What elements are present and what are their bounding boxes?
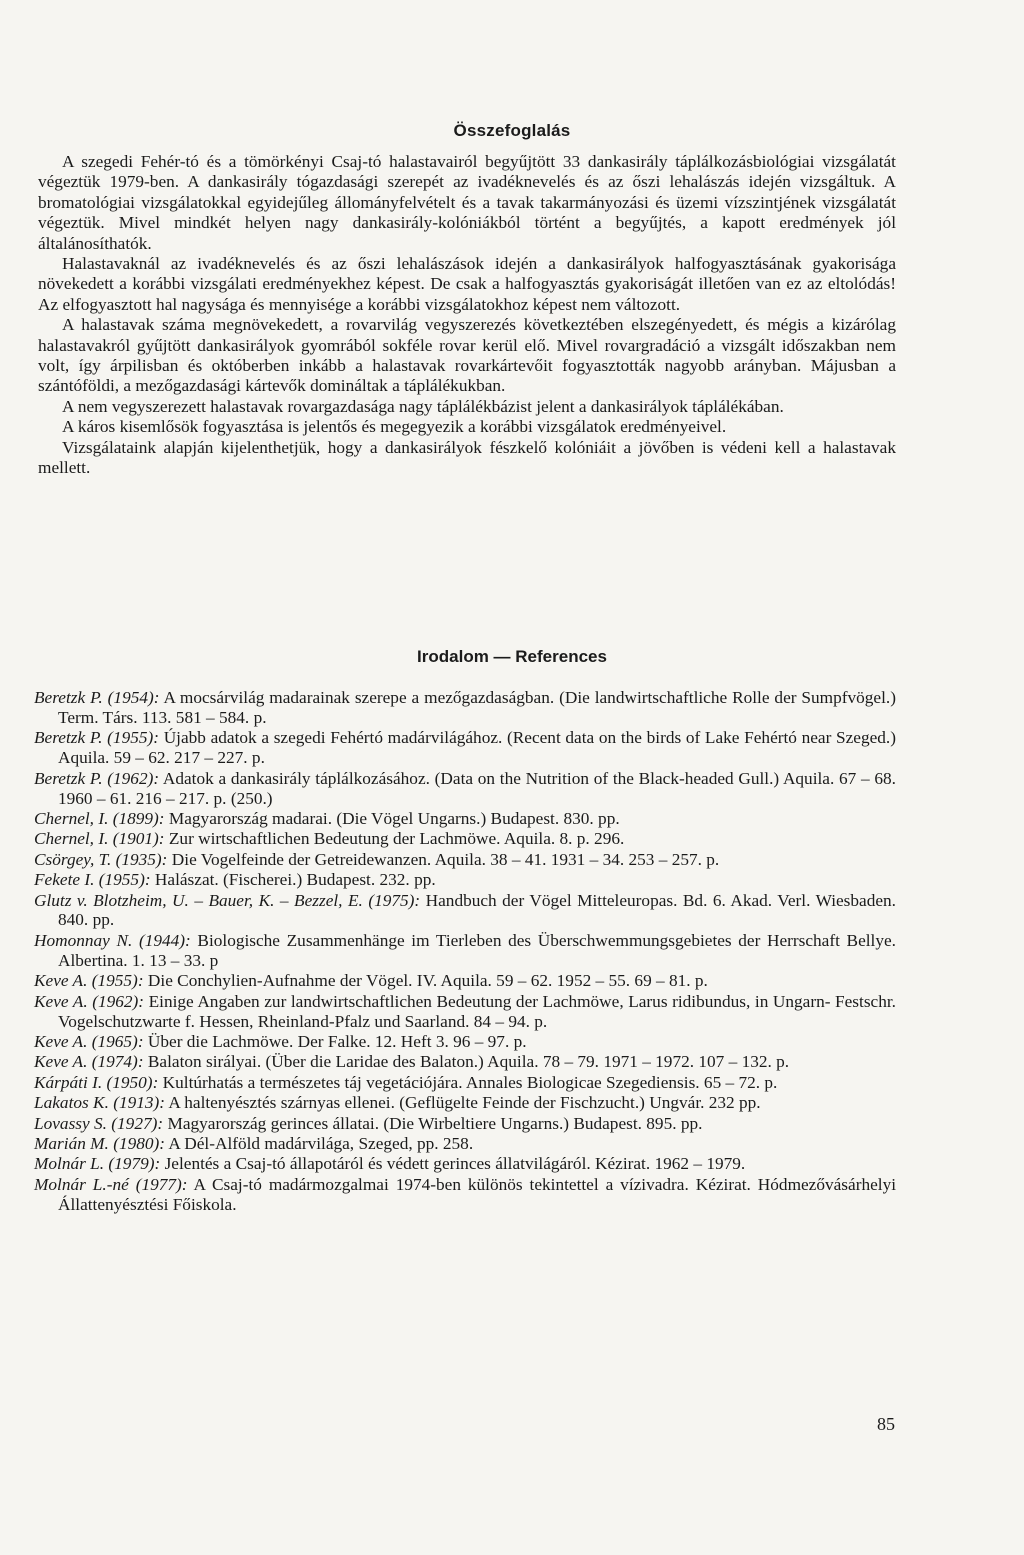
reference-item (34, 870, 896, 890)
reference-author: Molnár L. (1979): (34, 1154, 161, 1174)
reference-author: Chernel, I. (1901): (34, 829, 165, 849)
reference-item (34, 1052, 896, 1072)
reference-author: Chernel, I. (1899): (34, 808, 165, 828)
reference-text: Biologische Zusammenhänge im Tierleben des Überschwemmungsgebietes der Herrschaft Bellye. Albertina. 1. 13 – 33. p (58, 930, 896, 970)
reference-text: Zur wirtschaftlichen Bedeutung der Lachmöwe. Aquila. 8. p. 296. (168, 829, 625, 849)
reference-text: A haltenyésztés szárnyas ellenei. (Geflügelte Feinde der Fischzucht.) Ungvár. 232 pp. (168, 1093, 761, 1113)
reference-author: Beretzk P. (1954): (34, 688, 160, 707)
reference-author: Beretzk P. (1962): (34, 768, 160, 788)
reference-text: A Csaj-tó madármozgalmai 1974-ben különös tekintettel a vízivadra. Kézirat. Hódmezővásárhelyi Állattenyésztési Főiskola. (58, 1174, 897, 1214)
summary-paragraph: Vizsgálataink alapján kijelenthetjük, hogy a dankasirályok fészkelő kolóniáit a jövőben is védeni kell a halastavak mellett. (38, 437, 896, 478)
reference-author: Lakatos K. (1913): (34, 1093, 166, 1113)
reference-item (34, 688, 896, 728)
reference-text: Handbuch der Vögel Mitteleuropas. Bd. 6. Akad. Verl. Wiesbaden. 840. pp. (58, 890, 896, 930)
reference-item (34, 931, 896, 971)
summary-title: Összefoglalás (453, 121, 571, 140)
summary-paragraph: Halastavaknál az ivadéknevelés és az őszi lehalászások idején a dankasirályok halfogyasztásának gyakorisága növekedett a korábbi vizsgálati eredményekhez képest. De csak a halfogyasztás gyakoriságát illetően van ez az eltolódás! Az elfogyasztott hal nagysága és mennyisége a korábbi vizsgálatokhoz képest nem változott. (38, 254, 896, 314)
reference-item (34, 1114, 896, 1134)
reference-author: Keve A. (1955): (34, 971, 144, 991)
reference-author: Kárpáti I. (1950): (34, 1072, 159, 1092)
reference-item (34, 1154, 896, 1174)
reference-text: Kultúrhatás a természetes táj vegetációjára. Annales Biologicae Szegediensis. 65 – 72. p. (162, 1072, 778, 1092)
summary-paragraph: A nem vegyszerezett halastavak rovargazdasága nagy táplálékbázist jelent a dankasirályok táplálékában. (62, 396, 784, 416)
reference-author: Lovassy S. (1927): (34, 1113, 164, 1133)
reference-text: Adatok a dankasirály táplálkozásához. (Data on the Nutrition of the Black-headed Gull.) Aquila. 67 – 68. 1960 – 61. 216 – 217. p. (250.) (58, 768, 896, 808)
reference-text: Halászat. (Fischerei.) Budapest. 232. pp. (154, 870, 436, 890)
reference-text: Újabb adatok a szegedi Fehértó madárvilágához. (Recent data on the birds of Lake Fehértó near Szeged.) Aquila. 59 – 62. 217 – 227. p. (58, 728, 897, 768)
reference-author: Csörgey, T. (1935): (34, 849, 168, 869)
reference-text: Magyarország gerinces állatai. (Die Wirbeltiere Ungarns.) Budapest. 895. pp. (167, 1113, 703, 1133)
reference-author: Keve A. (1965): (34, 1031, 144, 1051)
summary-paragraph: A halastavak száma megnövekedett, a rovarvilág vegyszerezés következtében elszegényedett, és mégis a kizárólag halastavakról gyűjtött dankasirályok gyomrából sokféle rovar kerül elő. Mivel rovargradáció a vizsgált időszakban nem volt, így árpilisban és októberben inkább a halastavak rovarkártevőit fogyasztották nagyobb arányban. Májusban a szántóföldi, a mezőgazdasági kártevők domináltak a táplálékukban. (38, 315, 896, 396)
references-list (34, 688, 896, 1215)
reference-item (34, 1134, 896, 1154)
reference-text: Die Conchylien-Aufnahme der Vögel. IV. Aquila. 59 – 62. 1952 – 55. 69 – 81. p. (147, 971, 708, 991)
summary-paragraph: A szegedi Fehér-tó és a tömörkényi Csaj-tó halastavairól begyűjtött 33 dankasirály táplálkozásbiológiai vizsgálatát végeztük 1979-ben. A dankasirály tógazdasági szerepét az ivadéknevelés és az őszi lehalászás idején vizsgáltuk. A bromatológiai vizsgálatokkal egyidejűleg állományfelvételt és a tavak takarmányozási és üzemi vízszintjének vizsgálatát végeztük. Mivel mindkét helyen nagy dankasirály-kolóniákból történt a begyűjtés, a kapott eredmények jól általánosíthatók. (38, 152, 896, 253)
reference-item (34, 829, 896, 849)
reference-item (34, 1073, 896, 1093)
reference-item (34, 1032, 896, 1052)
reference-author: Keve A. (1974): (34, 1052, 144, 1072)
reference-text: Jelentés a Csaj-tó állapotáról és védett gerinces állatvilágáról. Kézirat. 1962 – 1979. (164, 1154, 746, 1174)
reference-text: A Dél-Alföld madárvilága, Szeged, pp. 258. (168, 1133, 474, 1153)
reference-item (34, 809, 896, 829)
reference-author: Molnár L.-né (1977): (34, 1174, 188, 1194)
reference-item (34, 850, 896, 870)
reference-author: Fekete I. (1955): (34, 870, 151, 890)
reference-author: Keve A. (1962): (34, 991, 145, 1011)
reference-text: Über die Lachmöwe. Der Falke. 12. Heft 3. 96 – 97. p. (147, 1031, 527, 1051)
reference-text: Die Vogelfeinde der Getreidewanzen. Aquila. 38 – 41. 1931 – 34. 253 – 257. p. (171, 849, 720, 869)
reference-item (34, 728, 896, 768)
reference-text: Balaton sirályai. (Über die Laridae des Balaton.) Aquila. 78 – 79. 1971 – 1972. 107 – 132. p. (147, 1052, 790, 1072)
reference-author: Beretzk P. (1955): (34, 728, 160, 748)
reference-item (34, 891, 896, 931)
reference-item (34, 971, 896, 991)
page-number: 85 (877, 1414, 895, 1434)
reference-text: A mocsárvilág madarainak szerepe a mezőgazdaságban. (Die landwirtschaftliche Rolle der Sumpfvögel.) Term. Társ. 113. 581 – 584. p. (58, 688, 896, 727)
reference-item (34, 1093, 896, 1113)
reference-author: Marián M. (1980): (34, 1133, 166, 1153)
references-title: Irodalom — References (417, 647, 607, 666)
reference-text: Einige Angaben zur landwirtschaftlichen Bedeutung der Lachmöwe, Larus ridibundus, in Ungarn- Festschr. Vogelschutzwarte f. Hessen, Rheinland-Pfalz und Saarland. 84 – 94. p. (58, 991, 896, 1031)
reference-author: Glutz v. Blotzheim, U. – Bauer, K. – Bezzel, E. (1975): (34, 890, 421, 910)
reference-item (34, 1175, 896, 1215)
reference-item (34, 992, 896, 1032)
reference-item (34, 769, 896, 809)
summary-body (38, 152, 896, 479)
summary-paragraph: A káros kisemlősök fogyasztása is jelentős és megegyezik a korábbi vizsgálatok eredményeivel. (62, 417, 727, 437)
reference-text: Magyarország madarai. (Die Vögel Ungarns.) Budapest. 830. pp. (168, 808, 620, 828)
reference-author: Homonnay N. (1944): (34, 930, 191, 950)
